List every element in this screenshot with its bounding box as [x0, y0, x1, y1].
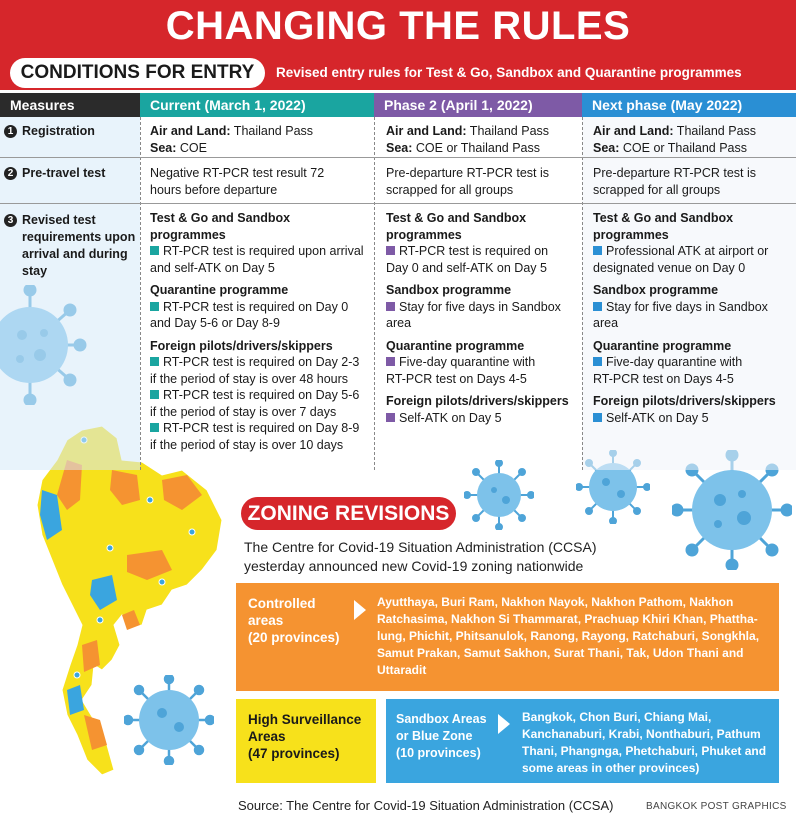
bullet-square-icon: [593, 302, 602, 311]
bullet-square-icon: [150, 390, 159, 399]
pretravel-next: Pre-departure RT-PCR test is scrapped for all groups: [593, 166, 757, 197]
registration-phase2: Air and Land: Thailand Pass Sea: COE or Thailand Pass: [386, 124, 550, 155]
bullet-square-icon: [150, 357, 159, 366]
pretravel-phase2: Pre-departure RT-PCR test is scrapped for all groups: [386, 166, 550, 197]
row-divider: [0, 157, 796, 158]
row-number-badge: 1: [4, 125, 17, 138]
column-divider: [140, 117, 141, 470]
measure-pre-travel-test: [4, 165, 105, 182]
zoning-title: ZONING REVISIONS: [241, 497, 456, 530]
source-note: Source: The Centre for Covid-19 Situation Administration (CCSA): [238, 798, 614, 813]
sandbox-areas-label: Sandbox Areas or Blue Zone (10 provinces): [396, 712, 487, 760]
column-divider: [374, 117, 375, 470]
row-divider: [0, 203, 796, 204]
revised-test-phase2: Test & Go and Sandbox programmes RT-PCR test is required on Day 0 and self-ATK on Day 5 Sandbox programme Stay for five days in Sandbox area Quarantine programme Five-day quarantine with RT-PCR test on Days 4-5 Foreign pilots/drivers/skippers Self-ATK on Day 5: [386, 211, 569, 425]
bullet-square-icon: [386, 246, 395, 255]
controlled-areas-box: [236, 583, 779, 691]
bullet-square-icon: [386, 302, 395, 311]
thailand-zoning-map: [22, 420, 237, 785]
virus-illustration-small-1: [464, 460, 534, 530]
arrow-right-icon: [354, 600, 366, 620]
row-number-badge: 2: [4, 167, 17, 180]
table-header: [0, 93, 796, 117]
measure-revised-test: 3 Revised test requirements upon arrival and during stay: [4, 212, 135, 280]
measure-registration: [4, 123, 95, 140]
measure-label: Registration: [22, 124, 95, 138]
registration-next: Air and Land: Thailand Pass Sea: COE or Thailand Pass: [593, 124, 757, 155]
page-title: CHANGING THE RULES: [165, 4, 631, 48]
column-header-phase2: Phase 2 (April 1, 2022): [374, 93, 582, 117]
measure-label: Pre-travel test: [22, 166, 106, 180]
high-surveillance-box: [236, 699, 376, 783]
high-surveillance-label: High Surveillance Areas (47 provinces): [248, 712, 362, 761]
controlled-areas-label: Controlled areas (20 provinces): [248, 596, 340, 645]
arrow-right-icon: [498, 714, 510, 734]
bullet-square-icon: [593, 246, 602, 255]
row-number-badge: 3: [4, 214, 17, 227]
section-label-conditions: CONDITIONS FOR ENTRY: [10, 58, 265, 88]
bullet-square-icon: [386, 357, 395, 366]
revised-test-next: Test & Go and Sandbox programmes Professional ATK at airport or designated venue on Day 0 Sandbox programme Stay for five days in Sandbox area Quarantine programme Five-day quarantine with RT-PCR test on Days 4-5 Foreign pilots/drivers/skippers Self-ATK on Day 5: [593, 211, 776, 425]
column-divider: [582, 117, 583, 470]
bullet-square-icon: [150, 302, 159, 311]
zoning-description: The Centre for Covid-19 Situation Administration (CCSA) yesterday announced new Covid-19 zoning nationwide: [244, 539, 597, 574]
graphics-credit: BANGKOK POST GRAPHICS: [646, 801, 787, 812]
bullet-square-icon: [386, 413, 395, 422]
controlled-provinces: Ayutthaya, Buri Ram, Nakhon Nayok, Nakhon Pathom, Nakhon Ratchasima, Nakhon Si Thammarat, Prachuap Khiri Khan, Phattha- lung, Phichit, Phitsanulok, Ranong, Rayong, Ratchaburi, Songkhla, Samut Prakan, Samut Sakhon, Surat Thani, Tak, Udon Thani and Uttaradit: [377, 595, 760, 677]
column-header-current: Current (March 1, 2022): [140, 93, 374, 117]
sandbox-areas-box: [386, 699, 779, 783]
bullet-square-icon: [593, 413, 602, 422]
column-header-next: Next phase (May 2022): [582, 93, 796, 117]
revised-test-current: Test & Go and Sandbox programmes RT-PCR test is required upon arrival and self-ATK on Day 5 Quarantine programme RT-PCR test is required on Day 0 and Day 5-6 or Day 8-9 Foreign pilots/drivers/skippers RT-PCR test is required on Day 2-3 if the period of stay is over 48 hours RT-PCR test is required on Day 5-6 if the period of stay is over 7 days RT-PCR test is required on Day 8-9 if the period of stay is over 10 days: [150, 211, 364, 452]
registration-current: Air and Land: Thailand Pass Sea: COE: [150, 124, 314, 155]
bullet-square-icon: [150, 423, 159, 432]
section-subtitle: Revised entry rules for Test & Go, Sandbox and Quarantine programmes: [276, 65, 742, 80]
bullet-square-icon: [150, 246, 159, 255]
column-header-measures: Measures: [0, 93, 140, 117]
bullet-square-icon: [593, 357, 602, 366]
pretravel-current: Negative RT-PCR test result 72 hours before departure: [150, 166, 325, 197]
sandbox-provinces: Bangkok, Chon Buri, Chiang Mai, Kanchanaburi, Krabi, Nonthaburi, Pathum Thani, Phangnga, Phetchaburi, Phuket and some areas in other provinces): [522, 710, 767, 775]
